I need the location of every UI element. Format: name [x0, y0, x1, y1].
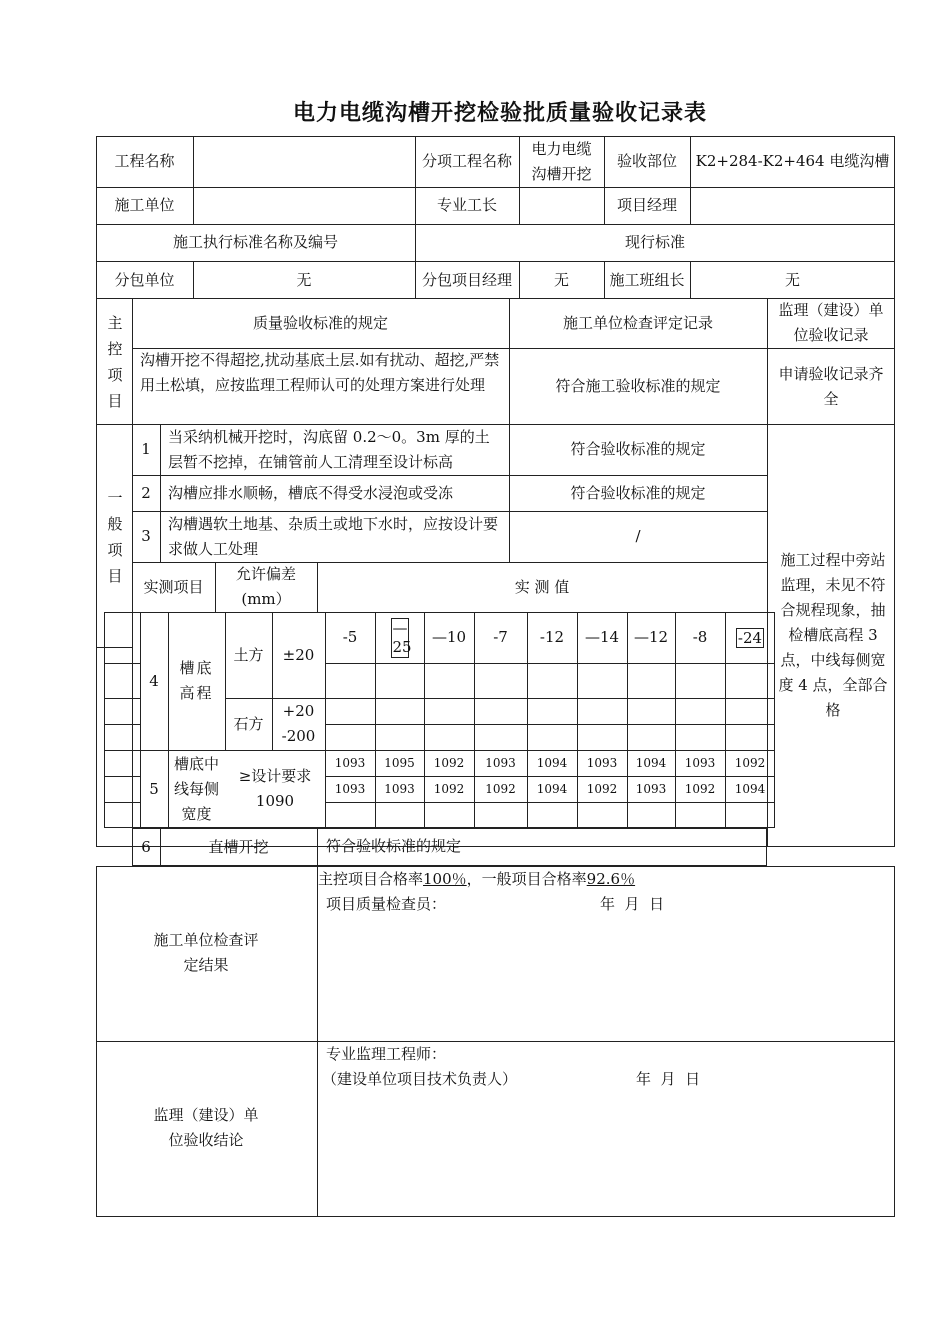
subcontract-label: 分包单位 — [114, 270, 175, 289]
earth-value: —12 — [633, 628, 669, 646]
width-value: 1092 — [684, 781, 716, 796]
item6-result: 符合验收标准的规定 — [326, 837, 462, 855]
main-item-text: 沟槽开挖不得超挖,扰动基底土层.如有扰动、超挖,严禁用土松填，应按监理工程师认可的处理方案进行处理 — [140, 351, 500, 394]
measure-label: 实测项目 — [143, 577, 204, 596]
main-item-check: 符合施工验收标准的规定 — [555, 377, 721, 395]
engineer-label: 专业监理工程师： — [326, 1045, 447, 1063]
width-value: 1093 — [334, 781, 366, 796]
earth-value: —10 — [431, 628, 467, 646]
earth-label: 土方 — [233, 645, 264, 664]
standard-value: 现行标准 — [624, 233, 685, 251]
pm-value[interactable] — [690, 187, 895, 224]
width-value: 1092 — [433, 755, 465, 770]
width-value: 1094 — [734, 781, 766, 796]
width-value: 1093 — [334, 755, 366, 770]
item5-tolerance: ≥设计要求 1090 — [238, 767, 312, 810]
earth-value: —14 — [584, 628, 620, 646]
width-value: 1093 — [635, 781, 667, 796]
conclusion-label: 监理（建设）单位验收结论 — [153, 1106, 259, 1149]
general-item-2-no: 2 — [141, 483, 151, 502]
width-value: 1094 — [536, 781, 568, 796]
width-value: 1092 — [734, 755, 766, 770]
earth-tolerance: ±20 — [282, 645, 315, 664]
inspect-part-label: 验收部位 — [616, 152, 677, 170]
general-rate: 92.6％ — [586, 870, 636, 888]
sub-pm-value: 无 — [553, 270, 569, 289]
general-item-5-no: 5 — [149, 779, 159, 798]
construction-unit-label: 施工单位 — [114, 196, 175, 214]
values-label: 实 测 值 — [514, 577, 570, 596]
width-value: 1092 — [433, 781, 465, 796]
general-item-4-no: 4 — [149, 671, 159, 690]
construction-unit-value[interactable] — [193, 187, 415, 224]
general-item-2-check: 符合验收标准的规定 — [570, 483, 706, 502]
team-leader-value: 无 — [784, 270, 800, 289]
general-item-1-no: 1 — [141, 440, 151, 458]
page-title: 电力电缆沟槽开挖检验批质量验收记录表 — [292, 100, 707, 126]
sub-pm-label: 分包项目经理 — [421, 270, 512, 289]
team-leader-label: 施工班组长 — [609, 270, 685, 289]
inspector-label: 项目质量检查员： — [326, 895, 447, 913]
foreman-label: 专业工长 — [436, 196, 497, 214]
width-value: 1092 — [586, 781, 618, 796]
width-value: 1094 — [635, 755, 667, 770]
width-value: 1094 — [536, 755, 568, 770]
inspect-part-value: K2+284-K2+464 电缆沟槽 — [695, 152, 890, 170]
width-value: 1093 — [485, 755, 516, 770]
standard-label: 施工执行标准名称及编号 — [172, 233, 338, 251]
main-col-supervision: 监理（建设）单位验收记录 — [778, 301, 884, 344]
earth-value: -7 — [493, 628, 508, 646]
sub-project-value: 电力电缆沟槽开挖 — [531, 139, 592, 183]
general-item-3-text: 沟槽遇软土地基、杂质土或地下水时，应按设计要求做人工处理 — [168, 515, 499, 558]
earth-value: -12 — [539, 628, 565, 646]
sub-project-label: 分项工程名称 — [421, 152, 512, 170]
main-item-supervision: 申请验收记录齐全 — [778, 364, 884, 408]
project-name-label: 工程名称 — [114, 152, 175, 170]
general-supervision: 施工过程中旁站监理，未见不符合规程现象，抽检槽底高程 3 点，中线每侧宽度 4 点，全部合格 — [778, 550, 888, 719]
width-value: 1093 — [586, 755, 618, 770]
general-item-1-check: 符合验收标准的规定 — [570, 440, 706, 458]
general-item-3-check: / — [635, 527, 641, 545]
conclusion-date: 年 月 日 — [636, 1070, 701, 1088]
subcontract-value: 无 — [296, 270, 312, 289]
main-col-standard: 质量验收标准的规定 — [252, 313, 388, 332]
inspector-signature[interactable] — [450, 892, 590, 917]
tolerance-label: 允许偏差(mm） — [235, 565, 296, 608]
evaluation-date: 年 月 日 — [600, 895, 665, 913]
width-value: 1093 — [384, 781, 415, 796]
general-items-label: 一般项目 — [107, 489, 123, 585]
general-item-1-text: 当采纳机械开挖时，沟底留 0.2～0。3m 厚的土层暂不挖掉，在铺管前人工清理至设计标高 — [168, 428, 490, 471]
pm-label: 项目经理 — [616, 196, 677, 214]
general-item-3-no: 3 — [141, 527, 151, 545]
main-items-label: 主控项目 — [107, 314, 123, 410]
main-rate: 100％ — [423, 870, 467, 888]
earth-value: -5 — [342, 628, 358, 646]
width-value: 1095 — [384, 755, 415, 770]
foreman-value[interactable] — [519, 187, 604, 224]
project-name-value[interactable] — [193, 136, 415, 187]
width-value: 1092 — [485, 781, 516, 796]
owner-label: （建设单位项目技术负责人） — [322, 1070, 518, 1088]
general-item-2-text: 沟槽应排水顺畅，槽底不得受水浸泡或受冻 — [168, 484, 454, 502]
item5-name: 槽底中线每侧宽度 — [173, 754, 219, 823]
earth-value: -24 — [737, 628, 763, 647]
width-value: 1093 — [684, 755, 716, 770]
item6-name: 直槽开挖 — [208, 837, 269, 856]
evaluation-label: 施工单位检查评定结果 — [153, 931, 259, 974]
earth-value: -8 — [692, 628, 708, 646]
rock-tolerance: +20 -200 — [281, 702, 316, 745]
item4-name: 槽底高程 — [179, 659, 214, 702]
general-item-6-no: 6 — [141, 837, 151, 856]
rock-label: 石方 — [233, 714, 264, 733]
main-col-check: 施工单位检查评定记录 — [562, 313, 713, 332]
earth-value: —25 — [392, 618, 412, 656]
evaluation-rate-line: 主控项目合格率100％，一般项目合格率92.6％ — [318, 870, 636, 888]
